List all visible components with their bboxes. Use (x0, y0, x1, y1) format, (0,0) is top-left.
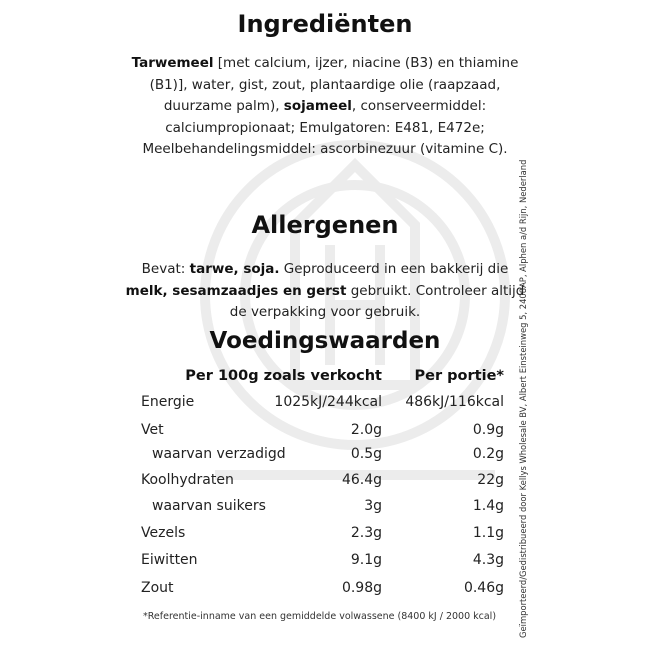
row-per-100g: 46.4g (341, 472, 382, 488)
row-label: Zout (141, 580, 174, 596)
row-per-portion: 0.46g (463, 580, 504, 596)
row-per-portion: 1.4g (472, 498, 504, 514)
row-per-100g: 3g (364, 498, 382, 514)
row-per-portion: 486kJ/116kcal (405, 394, 504, 410)
row-per-portion: 4.3g (472, 552, 504, 568)
nutrition-row-salt (0, 580, 650, 602)
nutrition-row-fibre (0, 525, 650, 547)
row-label: waarvan verzadigd (152, 446, 286, 462)
row-per-100g: 2.0g (350, 422, 382, 438)
row-per-portion: 0.9g (472, 422, 504, 438)
row-per-100g: 1025kJ/244kcal (274, 394, 382, 410)
ingredients-line: calciumpropionaat; Emulgatoren: E481, E472e; (165, 119, 485, 136)
row-label: Energie (141, 394, 195, 410)
row-per-portion: 1.1g (472, 525, 504, 541)
nutrition-row-carbohydrates (0, 472, 650, 494)
row-per-100g: 2.3g (350, 525, 382, 541)
allergens-text (100, 259, 550, 324)
ingredients-line: Meelbehandelingsmiddel: ascorbinezuur (vitamine C). (142, 141, 508, 157)
ingredients-line: duurzame palm), sojameel, conserveermiddel: (163, 98, 487, 114)
nutrition-heading: Voedingswaarden (209, 328, 441, 354)
row-label: waarvan suikers (152, 498, 266, 514)
nutrition-row-protein (0, 552, 650, 574)
row-per-100g: 0.98g (341, 580, 382, 596)
row-label: Koolhydraten (141, 472, 234, 488)
row-per-100g: 9.1g (350, 552, 382, 568)
ingredients-text (100, 53, 550, 161)
ingredients-line: Tarwemeel [met calcium, ijzer, niacine (B3) en thiamine (131, 55, 519, 71)
nutrition-row-energy (0, 394, 650, 416)
row-per-100g: 0.5g (350, 446, 382, 462)
row-label: Vezels (141, 525, 186, 541)
allergens-line: melk, sesamzaadjes en gerst gebruikt. Controleer altijd (125, 282, 525, 299)
row-per-portion: 0.2g (472, 446, 504, 462)
allergens-heading: Allergenen (251, 211, 399, 239)
nutrition-row-sugars (0, 498, 650, 520)
row-label: Eiwitten (141, 552, 198, 568)
nutrition-row-fat (0, 422, 650, 444)
reference-intake-footnote: *Referentie-inname van een gemiddelde volwassene (8400 kJ / 2000 kcal) (143, 611, 497, 622)
row-label: Vet (141, 422, 164, 438)
per-portion-header: Per portie* (414, 368, 504, 384)
distributor-address: Geïmporteerd/Gedistribueerd door Kellys Wholesale BV, Albert Einsteinweg 5, 2408AP, Alphen a/d Rijn, Nederland (518, 159, 528, 638)
ingredients-line: (B1)], water, gist, zout, plantaardige olie (raapzaad, (149, 76, 501, 93)
per-100g-header: Per 100g zoals verkocht (185, 368, 382, 384)
row-per-portion: 22g (477, 472, 504, 488)
allergens-line: de verpakking voor gebruik. (229, 304, 421, 320)
nutrition-row-saturated (0, 446, 650, 468)
allergens-line: Bevat: tarwe, soja. Geproduceerd in een bakkerij die (141, 261, 509, 277)
ingredients-heading: Ingrediënten (237, 10, 413, 38)
